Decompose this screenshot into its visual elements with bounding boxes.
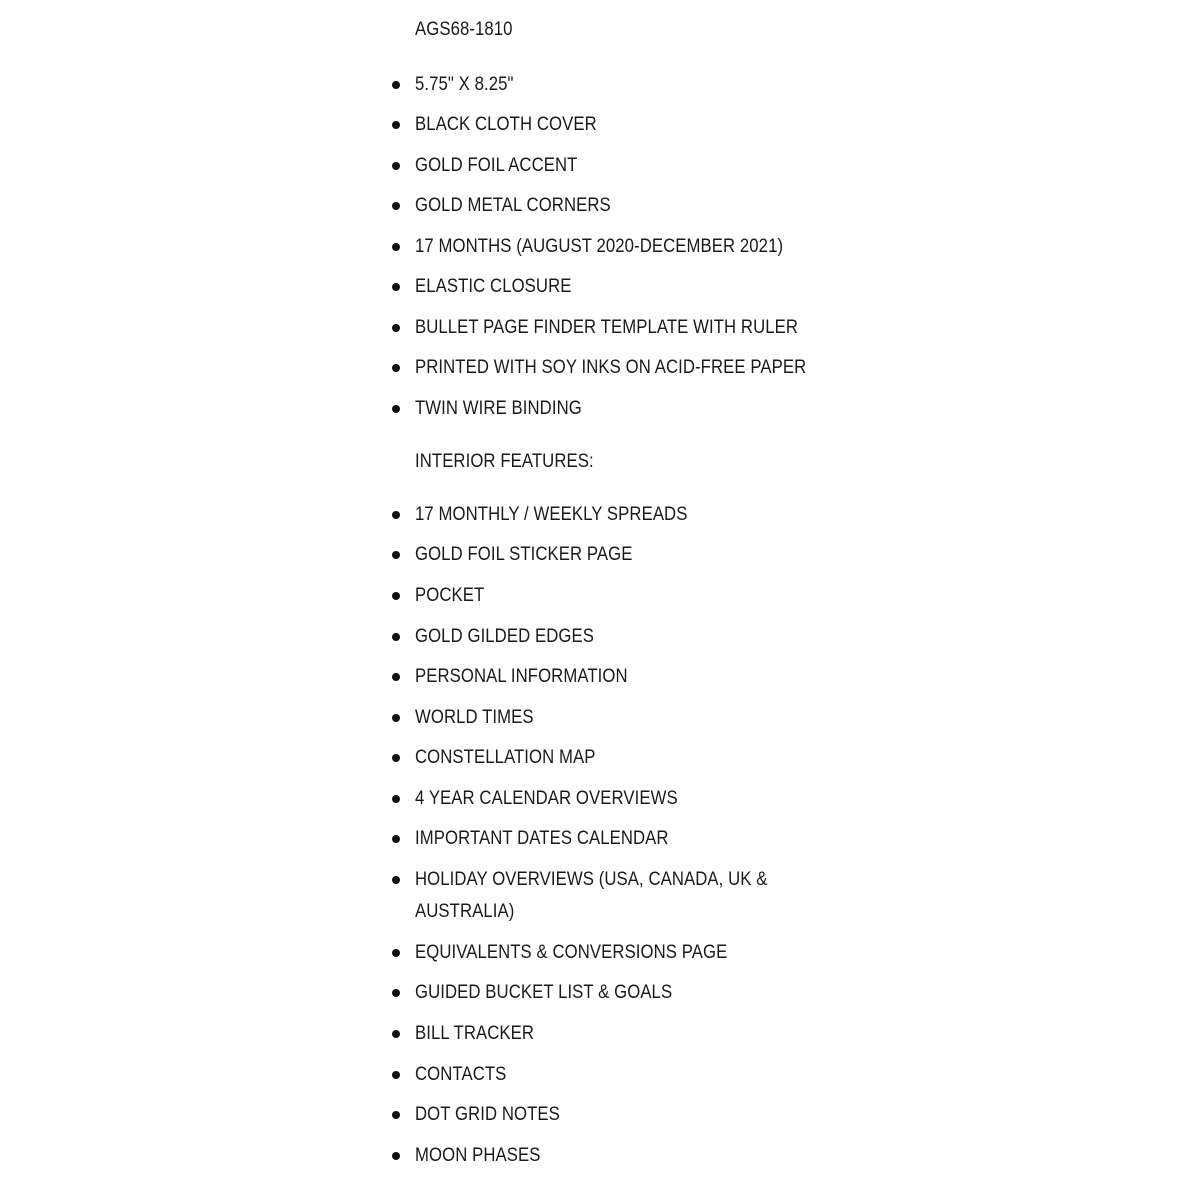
interior-features-heading: INTERIOR FEATURES: <box>415 451 594 472</box>
list-item-text: POCKET <box>415 585 485 606</box>
list-item-text: MOON PHASES <box>415 1145 541 1166</box>
bullet-icon <box>392 405 400 413</box>
bullet-icon <box>392 1111 400 1119</box>
bullet-icon <box>392 949 400 957</box>
list-item-text: IMPORTANT DATES CALENDAR <box>415 828 669 849</box>
bullet-icon <box>392 835 400 843</box>
bullet-icon <box>392 283 400 291</box>
bullet-icon <box>392 714 400 722</box>
bullet-icon <box>392 673 400 681</box>
list-item-text: EQUIVALENTS & CONVERSIONS PAGE <box>415 942 728 963</box>
list-item-text: 4 YEAR CALENDAR OVERVIEWS <box>415 788 678 809</box>
bullet-icon <box>392 754 400 762</box>
list-item-text-continued: AUSTRALIA) <box>415 901 515 922</box>
list-item-text: GOLD FOIL ACCENT <box>415 155 578 176</box>
bullet-icon <box>392 1071 400 1079</box>
bullet-icon <box>392 633 400 641</box>
list-item-text: BULLET PAGE FINDER TEMPLATE WITH RULER <box>415 317 799 338</box>
list-item-text: BLACK CLOTH COVER <box>415 114 597 135</box>
list-item-text: BILL TRACKER <box>415 1023 535 1044</box>
product-sku: AGS68-1810 <box>415 19 513 40</box>
list-item-text: 17 MONTHLY / WEEKLY SPREADS <box>415 504 688 525</box>
list-item-text: WORLD TIMES <box>415 707 534 728</box>
list-item-text: CONSTELLATION MAP <box>415 747 596 768</box>
list-item-text: GOLD METAL CORNERS <box>415 195 611 216</box>
bullet-icon <box>392 81 400 89</box>
bullet-icon <box>392 243 400 251</box>
bullet-icon <box>392 162 400 170</box>
bullet-icon <box>392 1152 400 1160</box>
list-item-text: 5.75" X 8.25" <box>415 74 514 95</box>
list-item-text: HOLIDAY OVERVIEWS (USA, CANADA, UK & <box>415 869 768 890</box>
bullet-icon <box>392 989 400 997</box>
list-item-text: GUIDED BUCKET LIST & GOALS <box>415 982 673 1003</box>
list-item-text: ELASTIC CLOSURE <box>415 276 572 297</box>
bullet-icon <box>392 202 400 210</box>
bullet-icon <box>392 511 400 519</box>
bullet-icon <box>392 324 400 332</box>
list-item-text: 17 MONTHS (AUGUST 2020-DECEMBER 2021) <box>415 236 784 257</box>
list-item-text: GOLD GILDED EDGES <box>415 626 594 647</box>
list-item-text: DOT GRID NOTES <box>415 1104 560 1125</box>
list-item-text: PRINTED WITH SOY INKS ON ACID-FREE PAPER <box>415 357 807 378</box>
bullet-icon <box>392 551 400 559</box>
list-item-text: PERSONAL INFORMATION <box>415 666 628 687</box>
bullet-icon <box>392 592 400 600</box>
list-item-text: CONTACTS <box>415 1064 507 1085</box>
bullet-icon <box>392 1030 400 1038</box>
bullet-icon <box>392 364 400 372</box>
bullet-icon <box>392 121 400 129</box>
bullet-icon <box>392 876 400 884</box>
list-item-text: GOLD FOIL STICKER PAGE <box>415 544 633 565</box>
list-item-text: TWIN WIRE BINDING <box>415 398 582 419</box>
bullet-icon <box>392 795 400 803</box>
